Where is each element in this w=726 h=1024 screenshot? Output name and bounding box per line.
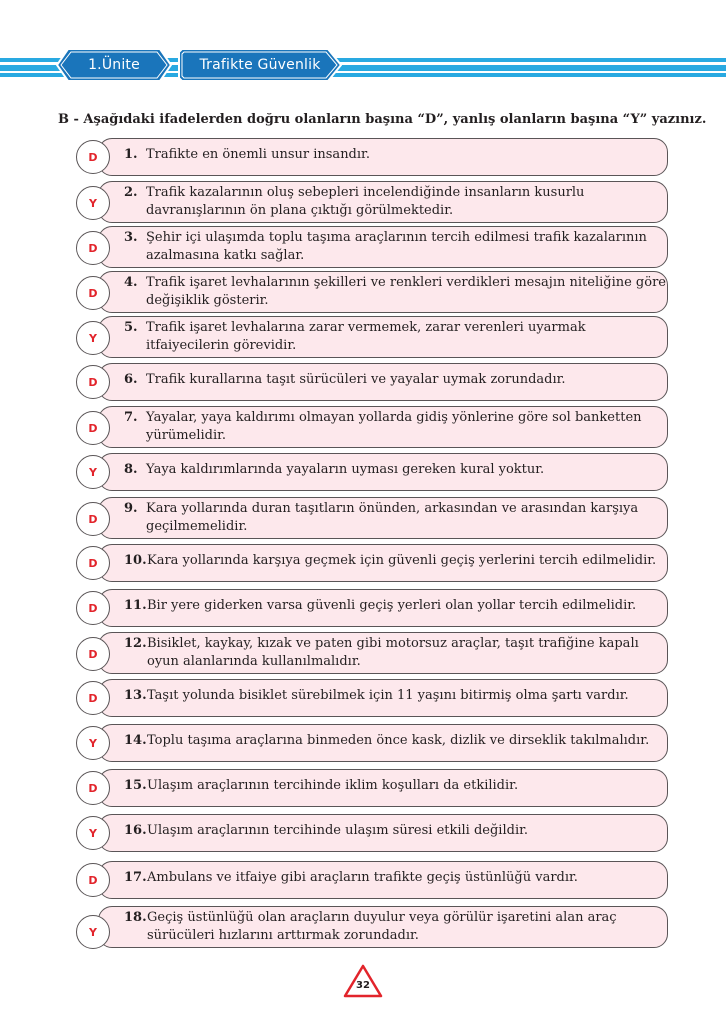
statement [124,461,666,479]
item-number: 1. [124,147,138,162]
statement [124,635,666,671]
item-number: 18. [124,910,147,925]
item-number: 16. [124,823,147,838]
statement [124,146,666,164]
item-number: 17. [124,870,147,885]
statement-text: Yaya kaldırımlarında yayaların uyması gereken kural yoktur. [146,462,545,477]
statement [124,409,666,445]
item-number: 3. [124,230,138,245]
statement-text: Trafikte en önemli unsur insandır. [146,147,370,162]
answer-circle[interactable]: D [76,591,110,625]
statement [124,777,666,795]
answer-circle[interactable]: D [76,276,110,310]
answer-circle[interactable]: Y [76,186,110,220]
answer-circle[interactable]: D [76,771,110,805]
instruction-text: B - Aşağıdaki ifadelerden doğru olanların başına “D”, yanlış olanların başına “Y” yazınız. [58,112,707,127]
statement [124,500,666,536]
answer-circle[interactable]: D [76,502,110,536]
item-number: 5. [124,320,138,335]
statement [124,274,666,310]
item-number: 9. [124,501,138,516]
answer-circle[interactable]: D [76,863,110,897]
answer-circle[interactable]: D [76,411,110,445]
statement [124,552,666,570]
answer-circle[interactable]: Y [76,726,110,760]
answer-circle[interactable]: D [76,365,110,399]
statement-text: Bir yere giderken varsa güvenli geçiş yerleri olan yollar tercih edilmelidir. [147,598,637,613]
statement [124,732,666,750]
statement [124,184,666,220]
answer-circle[interactable]: Y [76,915,110,949]
item-number: 12. [124,636,147,651]
statement-text: Ulaşım araçlarının tercihinde ulaşım süresi etkili değildir. [147,823,529,838]
statement [124,909,666,945]
statement-text: Kara yollarında duran taşıtların önünden, arkasından ve arasından karşıya geçilmemelidir. [146,501,639,534]
unit-header [0,48,726,88]
item-number: 13. [124,688,147,703]
page-number-text: 32 [356,980,370,991]
statement-text: Trafik kazalarının oluş sebepleri incelendiğinde insanların kusurlu davranışlarının ön plana çıktığı görülmektedir. [146,185,585,218]
answer-circle[interactable]: D [76,546,110,580]
item-number: 10. [124,553,147,568]
unit-tag [56,48,172,82]
statement-text: Trafik işaret levhalarının şekilleri ve renkleri verdikleri mesajın niteliğine göre değişiklik gösterir. [146,275,666,308]
item-number: 2. [124,185,138,200]
topic-label: Trafikte Güvenlik [199,57,321,73]
item-number: 7. [124,410,138,425]
topic-tag [178,48,342,82]
statement-text: Ambulans ve itfaiye gibi araçların trafikte geçiş üstünlüğü vardır. [147,870,578,885]
item-number: 8. [124,462,138,477]
answer-circle[interactable]: Y [76,321,110,355]
statement-text: Taşıt yolunda bisiklet sürebilmek için 11 yaşını bitirmiş olma şartı vardır. [147,688,629,703]
unit-label: 1.Ünite [88,57,140,73]
statement-text: Geçiş üstünlüğü olan araçların duyulur veya görülür işaretini alan araç sürücüleri hızlarını arttırmak zorundadır. [147,910,617,943]
item-number: 11. [124,598,147,613]
statement [124,319,666,355]
statement-text: Kara yollarında karşıya geçmek için güvenli geçiş yerlerini tercih edilmelidir. [147,553,657,568]
statement [124,687,666,705]
answer-circle[interactable]: D [76,140,110,174]
answer-circle[interactable]: D [76,681,110,715]
statement [124,597,666,615]
statement [124,822,666,840]
statement-text: Yayalar, yaya kaldırımı olmayan yollarda gidiş yönlerine göre sol banketten yürümelidir. [146,410,642,443]
item-number: 14. [124,733,147,748]
statement-text: Trafik kurallarına taşıt sürücüleri ve yayalar uymak zorundadır. [146,372,566,387]
answer-circle[interactable]: D [76,231,110,265]
answer-circle[interactable]: D [76,637,110,671]
statement [124,229,666,265]
statement-text: Ulaşım araçlarının tercihinde iklim koşulları da etkilidir. [147,778,519,793]
statement-text: Trafik işaret levhalarına zarar vermemek, zarar verenleri uyarmak itfaiyecilerin görevidir. [146,320,586,353]
statement-text: Toplu taşıma araçlarına binmeden önce kask, dizlik ve dirseklik takılmalıdır. [147,733,650,748]
answer-circle[interactable]: Y [76,816,110,850]
statement [124,371,666,389]
page-number [343,964,383,998]
item-number: 4. [124,275,138,290]
statement-text: Bisiklet, kaykay, kızak ve paten gibi motorsuz araçlar, taşıt trafiğine kapalı oyun alanlarında kullanılmalıdır. [147,636,639,669]
statement [124,869,666,887]
item-number: 15. [124,778,147,793]
item-number: 6. [124,372,138,387]
statement-text: Şehir içi ulaşımda toplu taşıma araçlarının tercih edilmesi trafik kazalarının azalmasına katkı sağlar. [146,230,647,263]
answer-circle[interactable]: Y [76,455,110,489]
